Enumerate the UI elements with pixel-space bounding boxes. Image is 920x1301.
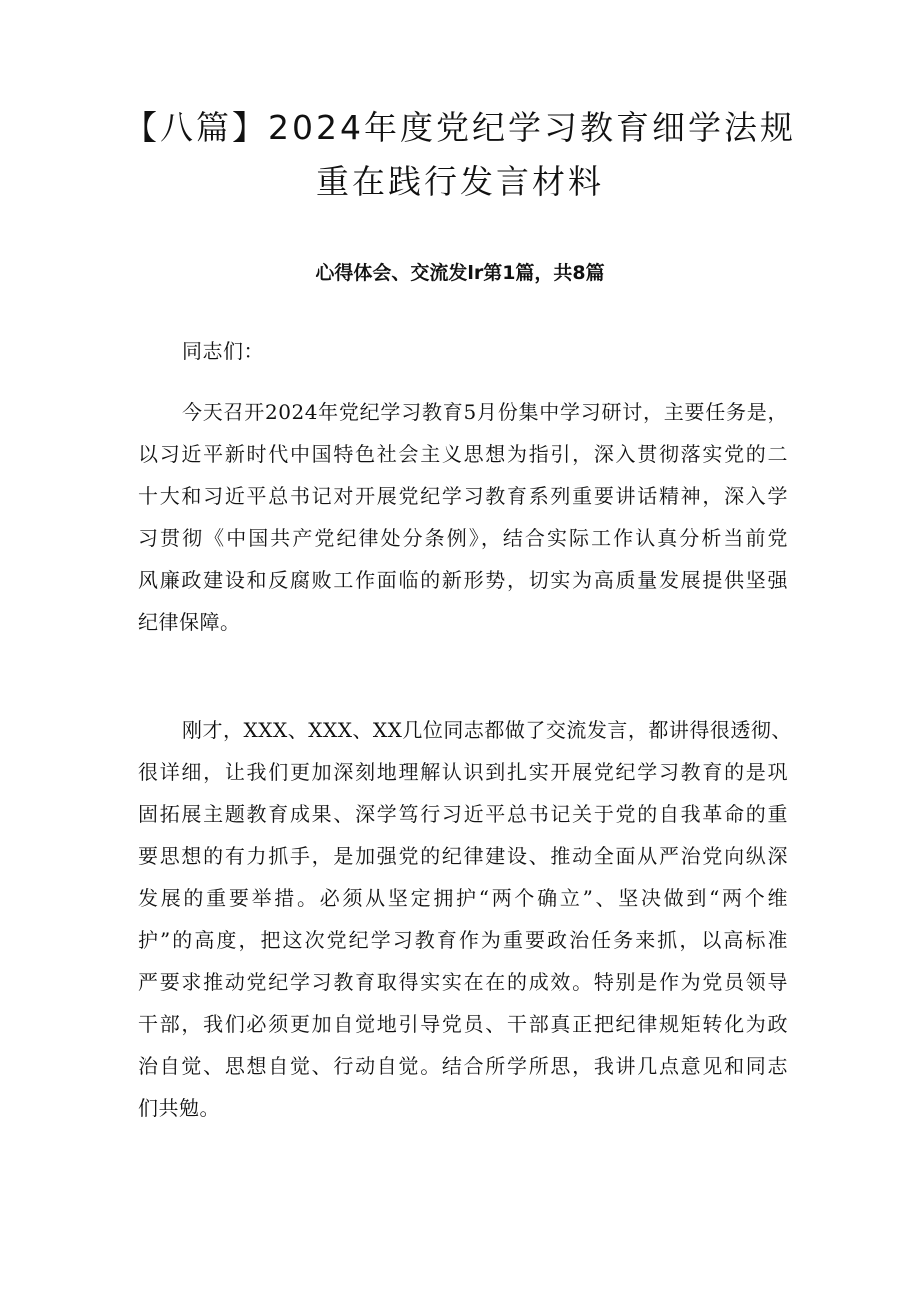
title-line-1: 【八篇】2024年度党纪学习教育细学法规: [124, 108, 796, 147]
subtitle: 心得体会、交流发lr第1篇，共8篇: [315, 262, 605, 284]
paragraph-2: [138, 709, 792, 1129]
paragraph-line: 刚才，XXX、XXX、XX几位同志都做了交流发言，都讲得很透彻、: [182, 718, 792, 742]
paragraph-line: 以习近平新时代中国特色社会主义思想为指引，深入贯彻落实党的二: [138, 442, 788, 466]
paragraph-line: 固拓展主题教育成果、深学笃行习近平总书记关于党的自我革命的重: [138, 802, 788, 826]
paragraph-line: 要思想的有力抓手，是加强党的纪律建设、推动全面从严治党向纵深: [138, 844, 788, 868]
paragraph-line: 很详细，让我们更加深刻地理解认识到扎实开展党纪学习教育的是巩: [138, 760, 788, 784]
paragraph-line: 们共勉。: [138, 1096, 220, 1120]
title-line-2: 重在践行发言材料: [316, 162, 604, 201]
paragraph-line: 风廉政建设和反腐败工作面临的新形势，切实为高质量发展提供坚强: [138, 568, 788, 592]
paragraph-line: 习贯彻《中国共产党纪律处分条例》，结合实际工作认真分析当前党: [138, 526, 788, 550]
paragraph-line: 干部，我们必须更加自觉地引导党员、干部真正把纪律规矩转化为政: [138, 1012, 788, 1036]
paragraph-line: 治自觉、思想自觉、行动自觉。结合所学所思，我讲几点意见和同志: [138, 1054, 788, 1078]
greeting: 同志们：: [182, 339, 264, 363]
paragraph-1: [138, 391, 788, 643]
paragraph-line: 今天召开2024年党纪学习教育5月份集中学习研讨，主要任务是，: [182, 400, 788, 424]
paragraph-line: 护”的高度，把这次党纪学习教育作为重要政治任务来抓，以高标准: [138, 928, 788, 952]
paragraph-line: 十大和习近平总书记对开展党纪学习教育系列重要讲话精神，深入学: [138, 484, 788, 508]
paragraph-line: 严要求推动党纪学习教育取得实实在在的成效。特别是作为党员领导: [138, 970, 788, 994]
paragraph-line: 发展的重要举措。必须从坚定拥护“两个确立”、坚决做到“两个维: [138, 886, 788, 910]
paragraph-line: 纪律保障。: [138, 610, 241, 634]
